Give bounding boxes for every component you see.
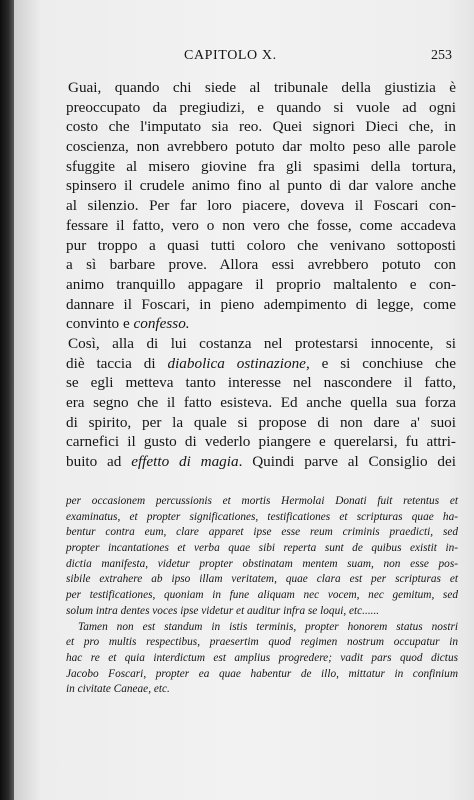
text-line: spinsero il crudele animo fino al punto di dar valore anche	[66, 177, 456, 195]
main-text	[66, 78, 456, 472]
running-header	[14, 48, 474, 68]
footnote-line: solum intra dentes voces ipse videtur et auditur infra se loqui, etc......	[66, 604, 380, 617]
text-line: Così, alla di lui costanza nel protestarsi innocente, si	[68, 334, 456, 352]
text-line	[66, 452, 456, 472]
book-page	[14, 0, 474, 800]
text-run: che	[434, 354, 457, 372]
footnote-line: per occasionem percussionis et mortis Hermolai Donati fuit retentus et	[66, 495, 458, 507]
text-run: buito ad	[66, 453, 132, 471]
footnote-line: sibile extrahere ab ipso illam veritatem, quae clara est per scripturas et	[66, 573, 458, 586]
emphasis-text: diabolica ostinazione	[167, 354, 306, 372]
footnote-line: examinatus, et propter significationes, testificationes et scripturas quae ha-	[66, 510, 458, 523]
text-line: era segno che il fatto esisteva. Ed anche quella sua forza	[66, 394, 456, 411]
text-run: diè taccia di	[66, 354, 168, 372]
text-line	[66, 314, 456, 334]
footnote-divider	[66, 482, 456, 483]
text-line: se egli metteva tanto interesse nel nascondere il fatto,	[66, 374, 456, 392]
text-line: Guai, quando chi siede al tribunale della giustizia è	[68, 79, 456, 96]
footnote	[66, 494, 458, 698]
footnote-line: Jacobo Foscari, propter ea quae habentur de illo, mittatur in confinium	[66, 667, 458, 680]
footnote-line: Tamen non est standum in istis terminis, propter honorem status nostri	[78, 620, 458, 633]
text-line: di spirito, per la quale si propose di non dare a' suoi	[66, 413, 456, 431]
text-line: coscienza, non avrebbero potuto dar molto peso alle parole	[66, 138, 456, 156]
text-line: sfuggite al misero giovine fra gli spasimi della tortura,	[66, 157, 456, 175]
text-run: . Quindi parve al Consiglio dei	[238, 453, 456, 471]
text-run: , e si conchiuse	[305, 354, 424, 372]
text-line: carnefici il gusto di vederlo piangere e querelarsi, fu attri-	[66, 433, 456, 451]
footnote-line: bentur contra eum, clare apparet ipse esse reum criminis praedicti, sed	[66, 526, 458, 539]
text-line: dannare il Foscari, in pieno adempimento di legge, come	[66, 295, 456, 313]
text-line	[66, 354, 456, 374]
footnote-line: et pro multis respectibus, praesertim quod regimen nostrum occupatur in	[66, 636, 458, 649]
binding-gutter	[0, 0, 14, 800]
emphasis-text: effetto di magia	[131, 453, 239, 471]
emphasis-text: confesso.	[133, 315, 190, 333]
text-line: a sì barbare prove. Allora essi avrebbero potuto con	[66, 256, 456, 274]
footnote-line: dictia manifesta, videtur propter obstinatam mentem suam, non esse pos-	[66, 557, 458, 570]
text-line: fessare il fatto, vero o non vero che fosse, come accadeva	[66, 216, 456, 234]
text-line: animo tranquillo appagare il proprio maltalento e con-	[66, 275, 456, 293]
text-run: convinto e	[66, 315, 134, 333]
text-line: al silenzio. Per far loro piacere, doveva il Foscari con-	[66, 197, 456, 215]
text-line: costo che l'imputato sia reo. Quei signori Dieci che, in	[66, 118, 456, 136]
text-line: preoccupato da pregiudizi, e quando si vuole ad ogni	[66, 98, 456, 116]
page-number: 253	[431, 48, 452, 63]
footnote-line: per testificationes, quoniam in fune aliquam nec vocem, nec gemitum, sed	[66, 589, 458, 602]
chapter-heading: CAPITOLO X.	[184, 48, 277, 63]
footnote-line: propter incantationes et verba quae sibi reperta sunt de quibus existit in-	[66, 542, 458, 555]
footnote-line: hac re et quia interdictum est amplius progredere; vadit pars quod dictus	[66, 651, 458, 664]
text-line: pur troppo a quasi tutti coloro che venivano sottoposti	[66, 236, 456, 254]
footnote-line: in civitate Caneae, etc.	[66, 683, 170, 696]
